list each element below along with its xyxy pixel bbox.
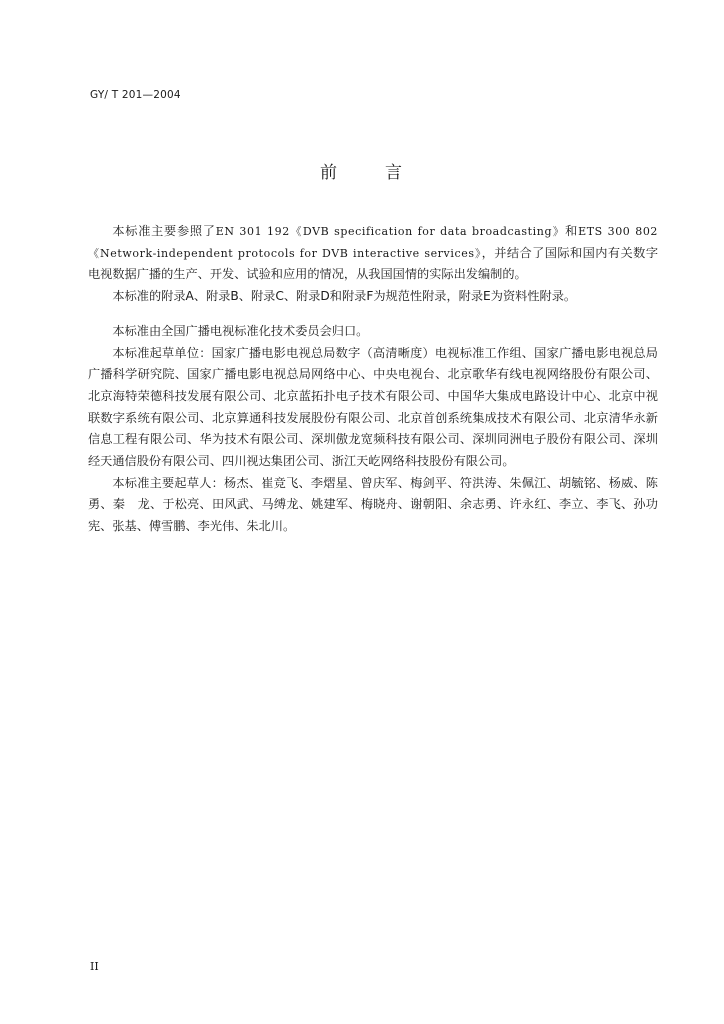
- p1-text-b: 和: [565, 224, 579, 238]
- page-number: II: [90, 960, 99, 973]
- title-char-1: 前: [320, 163, 339, 183]
- paragraph-committee: 本标准由全国广播电视标准化技术委员会归口。: [112, 323, 369, 338]
- page-title: [0, 158, 724, 183]
- paragraph-references: [88, 221, 658, 286]
- paragraph-drafters: 本标准主要起草人：杨杰、崔竞飞、李熠星、曾庆军、梅剑平、符洪涛、朱佩江、胡毓铭、杨威、陈勇、秦 龙、于松亮、田风武、马缚龙、姚建军、梅晓舟、谢朝阳、余志勇、许永红、李立、李飞、孙功宪、张基、傅雪鹏、李光伟、朱北川。: [88, 475, 658, 534]
- reference-en-301-192: EN 301 192《DVB specification for data broadcasting》: [215, 225, 566, 238]
- paragraph-drafting-units: 本标准起草单位：国家广播电影电视总局数字（高清晰度）电视标准工作组、国家广播电影电视总局广播科学研究院、国家广播电影电视总局网络中心、中央电视台、北京歌华有线电视网络股份有限公司、北京海特荣德科技发展有限公司、北京蓝拓扑电子技术有限公司、中国华大集成电路设计中心、北京中视联数字系统有限公司、北京算通科技发展股份有限公司、北京首创系统集成技术有限公司、北京清华永新信息工程有限公司、华为技术有限公司、深圳傲龙宽频科技有限公司、深圳同洲电子股份有限公司、深圳经天通信股份有限公司、四川视达集团公司、浙江天屹网络科技股份有限公司。: [88, 345, 658, 469]
- p1-text-a: 本标准主要参照了: [112, 224, 216, 238]
- title-char-2: 言: [385, 163, 404, 183]
- reference-ets-300-802: ETS 300 802《Network-independent protocols for DVB interactive services》: [88, 225, 659, 260]
- foreword-body: [88, 221, 658, 538]
- paragraph-annexes: 本标准的附录A、附录B、附录C、附录D和附录F为规范性附录，附录E为资料性附录。: [112, 289, 577, 304]
- standard-code: GY/ T 201—2004: [90, 89, 181, 101]
- p1-text-c: ，并结合了国际和国内有关数字电视数据广播的生产、开发、试验和应用的情况，从我国国情的实际出发编制的。: [88, 245, 659, 282]
